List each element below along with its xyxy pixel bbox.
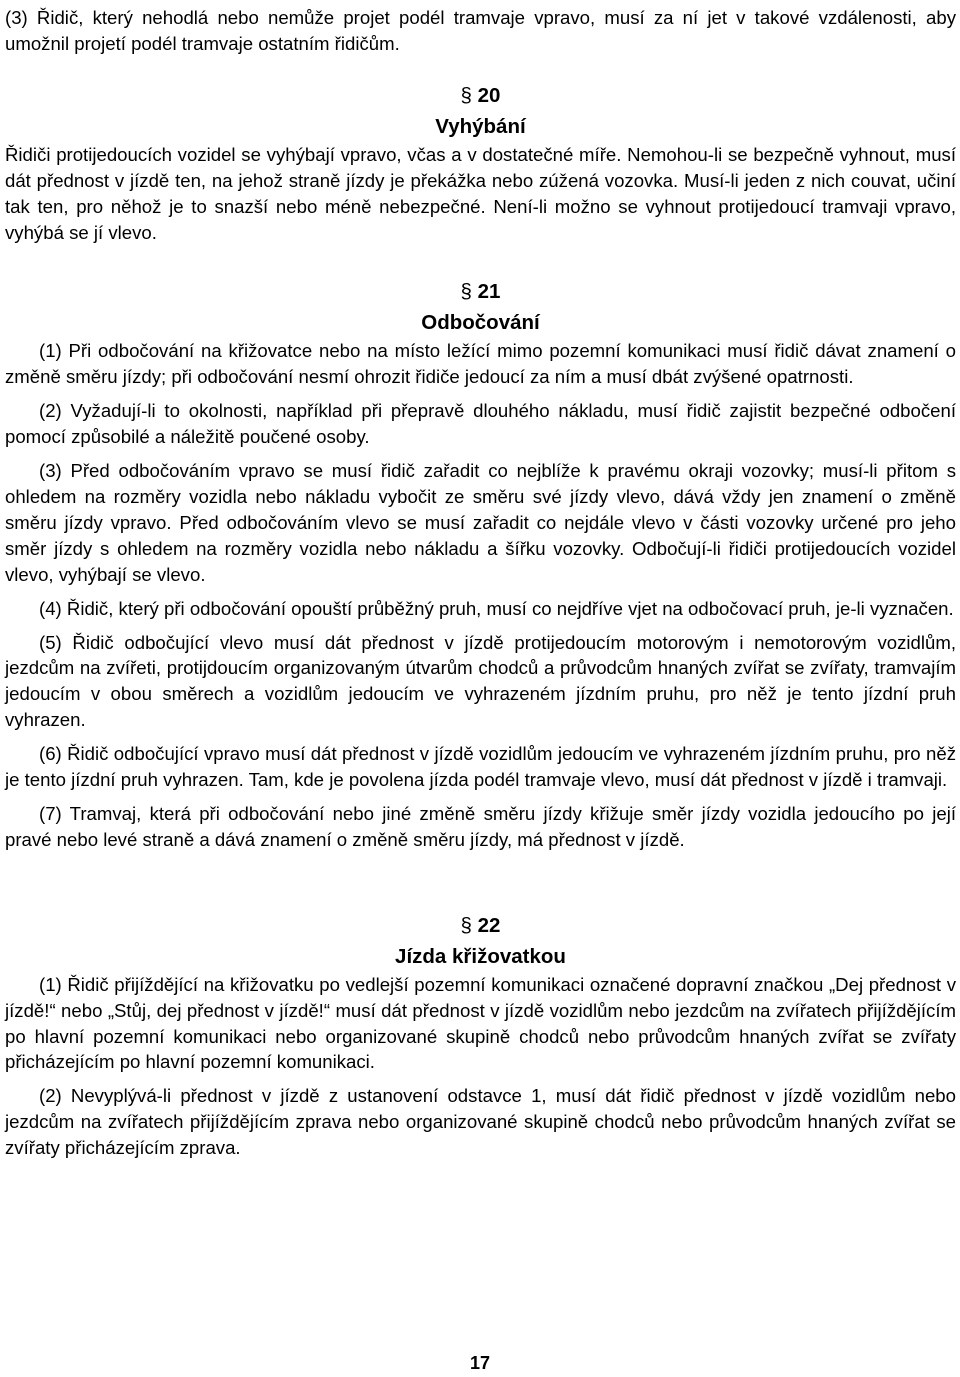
section-title: Vyhýbání [435,114,526,138]
section-number [5,80,956,111]
paragraph: (2) Vyžadují-li to okolnosti, například při přepravě dlouhého nákladu, musí řidič zajistit bezpečné odbočení pomocí způsobilé a náležitě poučené osoby. [5,400,956,448]
paragraph: (1) Řidič přijíždějící na křižovatku po vedlejší pozemní komunikaci označené dopravní značkou „Dej přednost v jízdě!“ nebo „Stůj, dej přednost v jízdě!“ musí dát přednost v jízdě vozidlům nebo jezdcům na zvířatech přijíždějícím po hlavní pozemní komunikaci nebo organizované skupině chodců nebo průvodcům hnaných zvířat se zvířaty přicházejícím po hlavní pozemní komunikaci. [5,973,956,1073]
section-21-heading [5,276,956,338]
section-title: Odbočování [421,311,540,335]
paragraph: Řidiči protijedoucích vozidel se vyhýbají vpravo, včas a v dostatečné míře. Nemohou-li se bezpečně vyhnout, musí dát přednost v jízdě ten, na jehož straně jízdy je překážka nebo zúžená vozovka. Musí-li jeden z nich couvat, učiní tak ten, pro něhož je to snazší nebo méně nebezpečné. Není-li možno se vyhnout protijedoucí tramvaji vpravo, vyhýbá se jí vlevo. [5,143,956,243]
section-number-value: 22 [477,913,501,937]
section-symbol: § [460,83,472,107]
page-number: 17 [469,1353,491,1373]
paragraph: (6) Řidič odbočující vpravo musí dát přednost v jízdě vozidlům jedoucím ve vyhrazeném jízdním pruhu, pro něž je tento jízdní pruh vyhrazen. Tam, kde je povolena jízda podél tramvaje vlevo, musí dát přednost v jízdě i tramvaji. [5,743,956,791]
section-symbol: § [460,280,472,304]
paragraph: (3) Před odbočováním vpravo se musí řidič zařadit co nejblíže k pravému okraji vozovky; musí-li přitom s ohledem na rozměry vozidla nebo nákladu vybočit ze směru své jízdy vlevo, dává vždy jen znamení o změně směru jízdy vpravo. Před odbočováním vlevo se musí zařadit co nejdále vlevo v části vozovky určené pro jeho směr jízdy s ohledem na rozměry vozidla nebo nákladu a šířku vozovky. Odbočují-li řidiči protijedoucích vozidel vlevo, vyhýbají se vlevo. [5,460,956,585]
paragraph: (2) Nevyplývá-li přednost v jízdě z ustanovení odstavce 1, musí dát řidič přednost v jízdě vozidlům nebo jezdcům na zvířatech přijíždějícím zprava nebo organizované skupině chodců nebo průvodcům hnaných zvířat se zvířaty přicházejícím zprava. [5,1085,956,1159]
section-number [5,910,956,941]
paragraph: (7) Tramvaj, která při odbočování nebo jiné změně směru jízdy křižuje směr jízdy vozidla jedoucího po její pravé nebo levé straně a dává znamení o změně směru jízdy, má přednost v jízdě. [5,802,956,850]
paragraph: (5) Řidič odbočující vlevo musí dát přednost v jízdě protijedoucím motorovým i nemotorovým vozidlům, jezdcům na zvířeti, protijdoucím organizovaným útvarům chodců a průvodcům hnaných zvířat se zvířaty, tramvajím jedoucím v obou směrech a vozidlům jedoucím ve vyhrazeném jízdním pruhu, pro něž je tento jízdní pruh vyhrazen. [5,631,956,731]
section-number [5,276,956,307]
paragraph: (1) Při odbočování na křižovatce nebo na místo ležící mimo pozemní komunikaci musí řidič dávat znamení o změně směru jízdy; při odbočování nesmí ohrozit řidiče jedoucí za ním a musí dbát zvýšené opatrnosti. [5,340,956,388]
section-22-heading [5,910,956,972]
section-number-value: 21 [477,280,501,304]
intro-paragraph: (3) Řidič, který nehodlá nebo nemůže projet podél tramvaje vpravo, musí za ní jet v takové vzdálenosti, aby umožnil projetí podél tramvaje ostatním řidičům. [5,7,956,54]
section-title: Jízda křižovatkou [395,944,566,968]
paragraph: (4) Řidič, který při odbočování opouští průběžný pruh, musí co nejdříve vjet na odbočovací pruh, je-li vyznačen. [39,597,954,619]
section-symbol: § [460,913,472,937]
section-number-value: 20 [477,83,501,107]
section-20-heading [5,80,956,142]
